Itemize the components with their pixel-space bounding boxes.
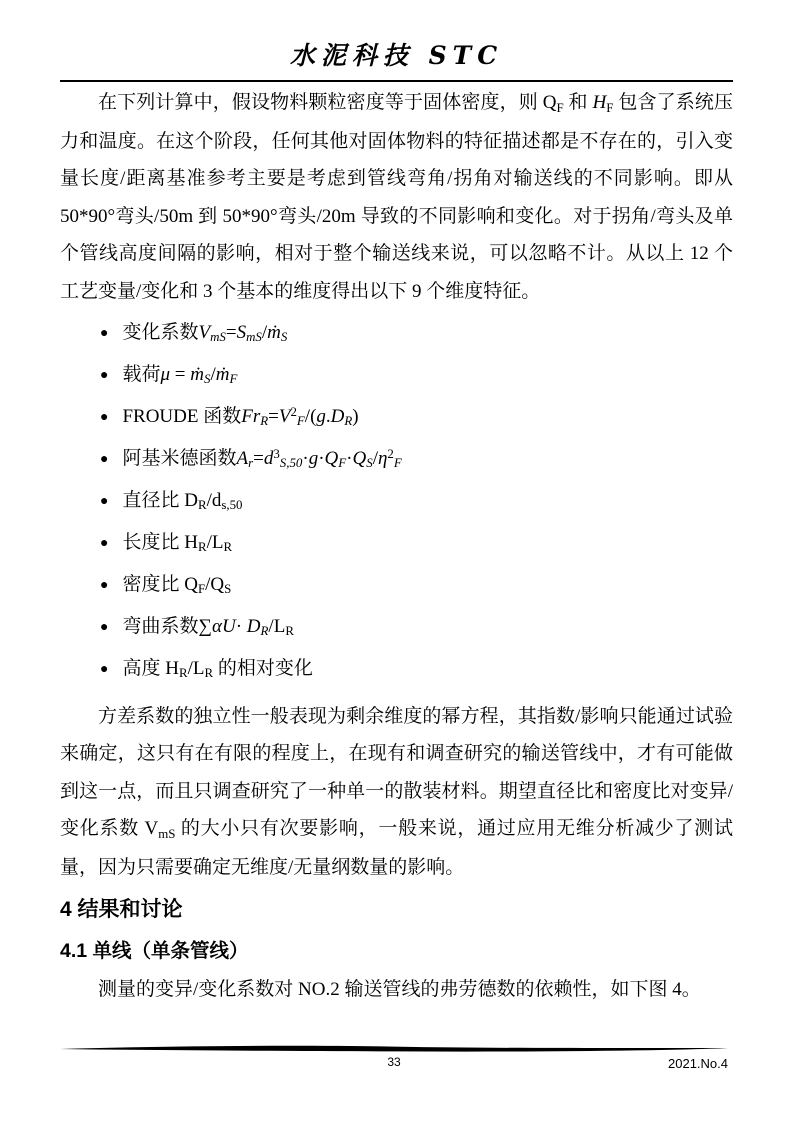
- footer-row: [60, 1055, 728, 1073]
- section-heading-4-1: 4.1 单线（单条管线）: [60, 939, 249, 962]
- list-item-text: 高度 HR/LR 的相对变化: [122, 657, 313, 681]
- footer-divider: [60, 1044, 728, 1054]
- bullet-icon: ●: [100, 409, 109, 425]
- bullet-icon: ●: [100, 535, 109, 551]
- bullet-icon: ●: [100, 493, 109, 509]
- list-item: [100, 572, 733, 599]
- bullet-icon: ●: [100, 661, 109, 677]
- list-item-text: 阿基米德函数$Ar=d^3S,50\cdot g\cdot QF\cdot QS/\eta^2F$: [122, 445, 402, 471]
- list-item: [100, 404, 733, 431]
- page-title: 水泥科技 STC: [289, 41, 504, 70]
- paragraph-variance: 方差系数的独立性一般表现为剩余维度的幂方程，其指数/影响只能通过试验来确定，这只有在有限的程度上，在现有和调查研究的输送管线中，才有可能做到这一点，而且只调查研究了一种单一的散装材料。期望直径比和密度比对变异/变化系数 VmS 的大小只有次要影响，一般来说，通过应用无维分析减少了测试量，因为只需要确定无维度/无量纲数量的影响。: [60, 705, 733, 878]
- list-item-text: 载荷μ = ṁS/ṁF: [122, 363, 238, 387]
- section-heading-4: 4 结果和讨论: [60, 897, 183, 921]
- bullet-icon: ●: [100, 619, 109, 635]
- header-divider: [60, 80, 733, 82]
- page-number: 33: [387, 1055, 401, 1069]
- bullet-icon: ●: [100, 367, 109, 383]
- list-item: [100, 614, 733, 641]
- list-item: [100, 362, 733, 389]
- list-item-text: 直径比 DR/ds,50: [122, 489, 243, 513]
- list-item: [100, 488, 733, 515]
- list-item: [100, 530, 733, 557]
- list-item-text: 密度比 QF/QS: [122, 573, 232, 597]
- list-item: [100, 656, 733, 683]
- list-item-text: 长度比 HR/LR: [122, 531, 233, 555]
- paragraph-measurement: 测量的变异/变化系数对 NO.2 输送管线的弗劳德数的依赖性，如下图 4。: [98, 978, 701, 1000]
- issue-label: 2021.No.4: [668, 1056, 728, 1071]
- list-item: [100, 446, 733, 473]
- bullet-icon: ●: [100, 451, 109, 467]
- bullet-icon: ●: [100, 577, 109, 593]
- paragraph-intro: 在下列计算中，假设物料颗粒密度等于固体密度，则 QF 和 HF 包含了系统压力和温度。在这个阶段，任何其他对固体物料的特征描述都是不存在的，引入变量长度/距离基准参考主要是考虑到管线弯角/拐角对输送线的不同影响。即从 50*90°弯头/50m 到 50*90°弯头/20m 导致的不同影响和变化。对于拐角/弯头及单个管线高度间隔的影响，相对于整个输送线来说，可以忽略不计。从以上 12 个工艺变量/变化和 3 个基本的维度得出以下 9 个维度特征。: [60, 92, 733, 302]
- page-footer: [60, 1044, 728, 1073]
- list-item-text: 弯曲系数∑αU· DR/LR: [122, 615, 294, 639]
- bullet-icon: ●: [100, 325, 109, 341]
- list-item-text: 变化系数VmS=SmS/ṁS: [122, 321, 288, 345]
- list-item-text: FROUDE 函数$FrR=V^2F/(g.DR)$: [122, 403, 359, 429]
- dimension-feature-list: [60, 320, 733, 683]
- list-item: [100, 320, 733, 347]
